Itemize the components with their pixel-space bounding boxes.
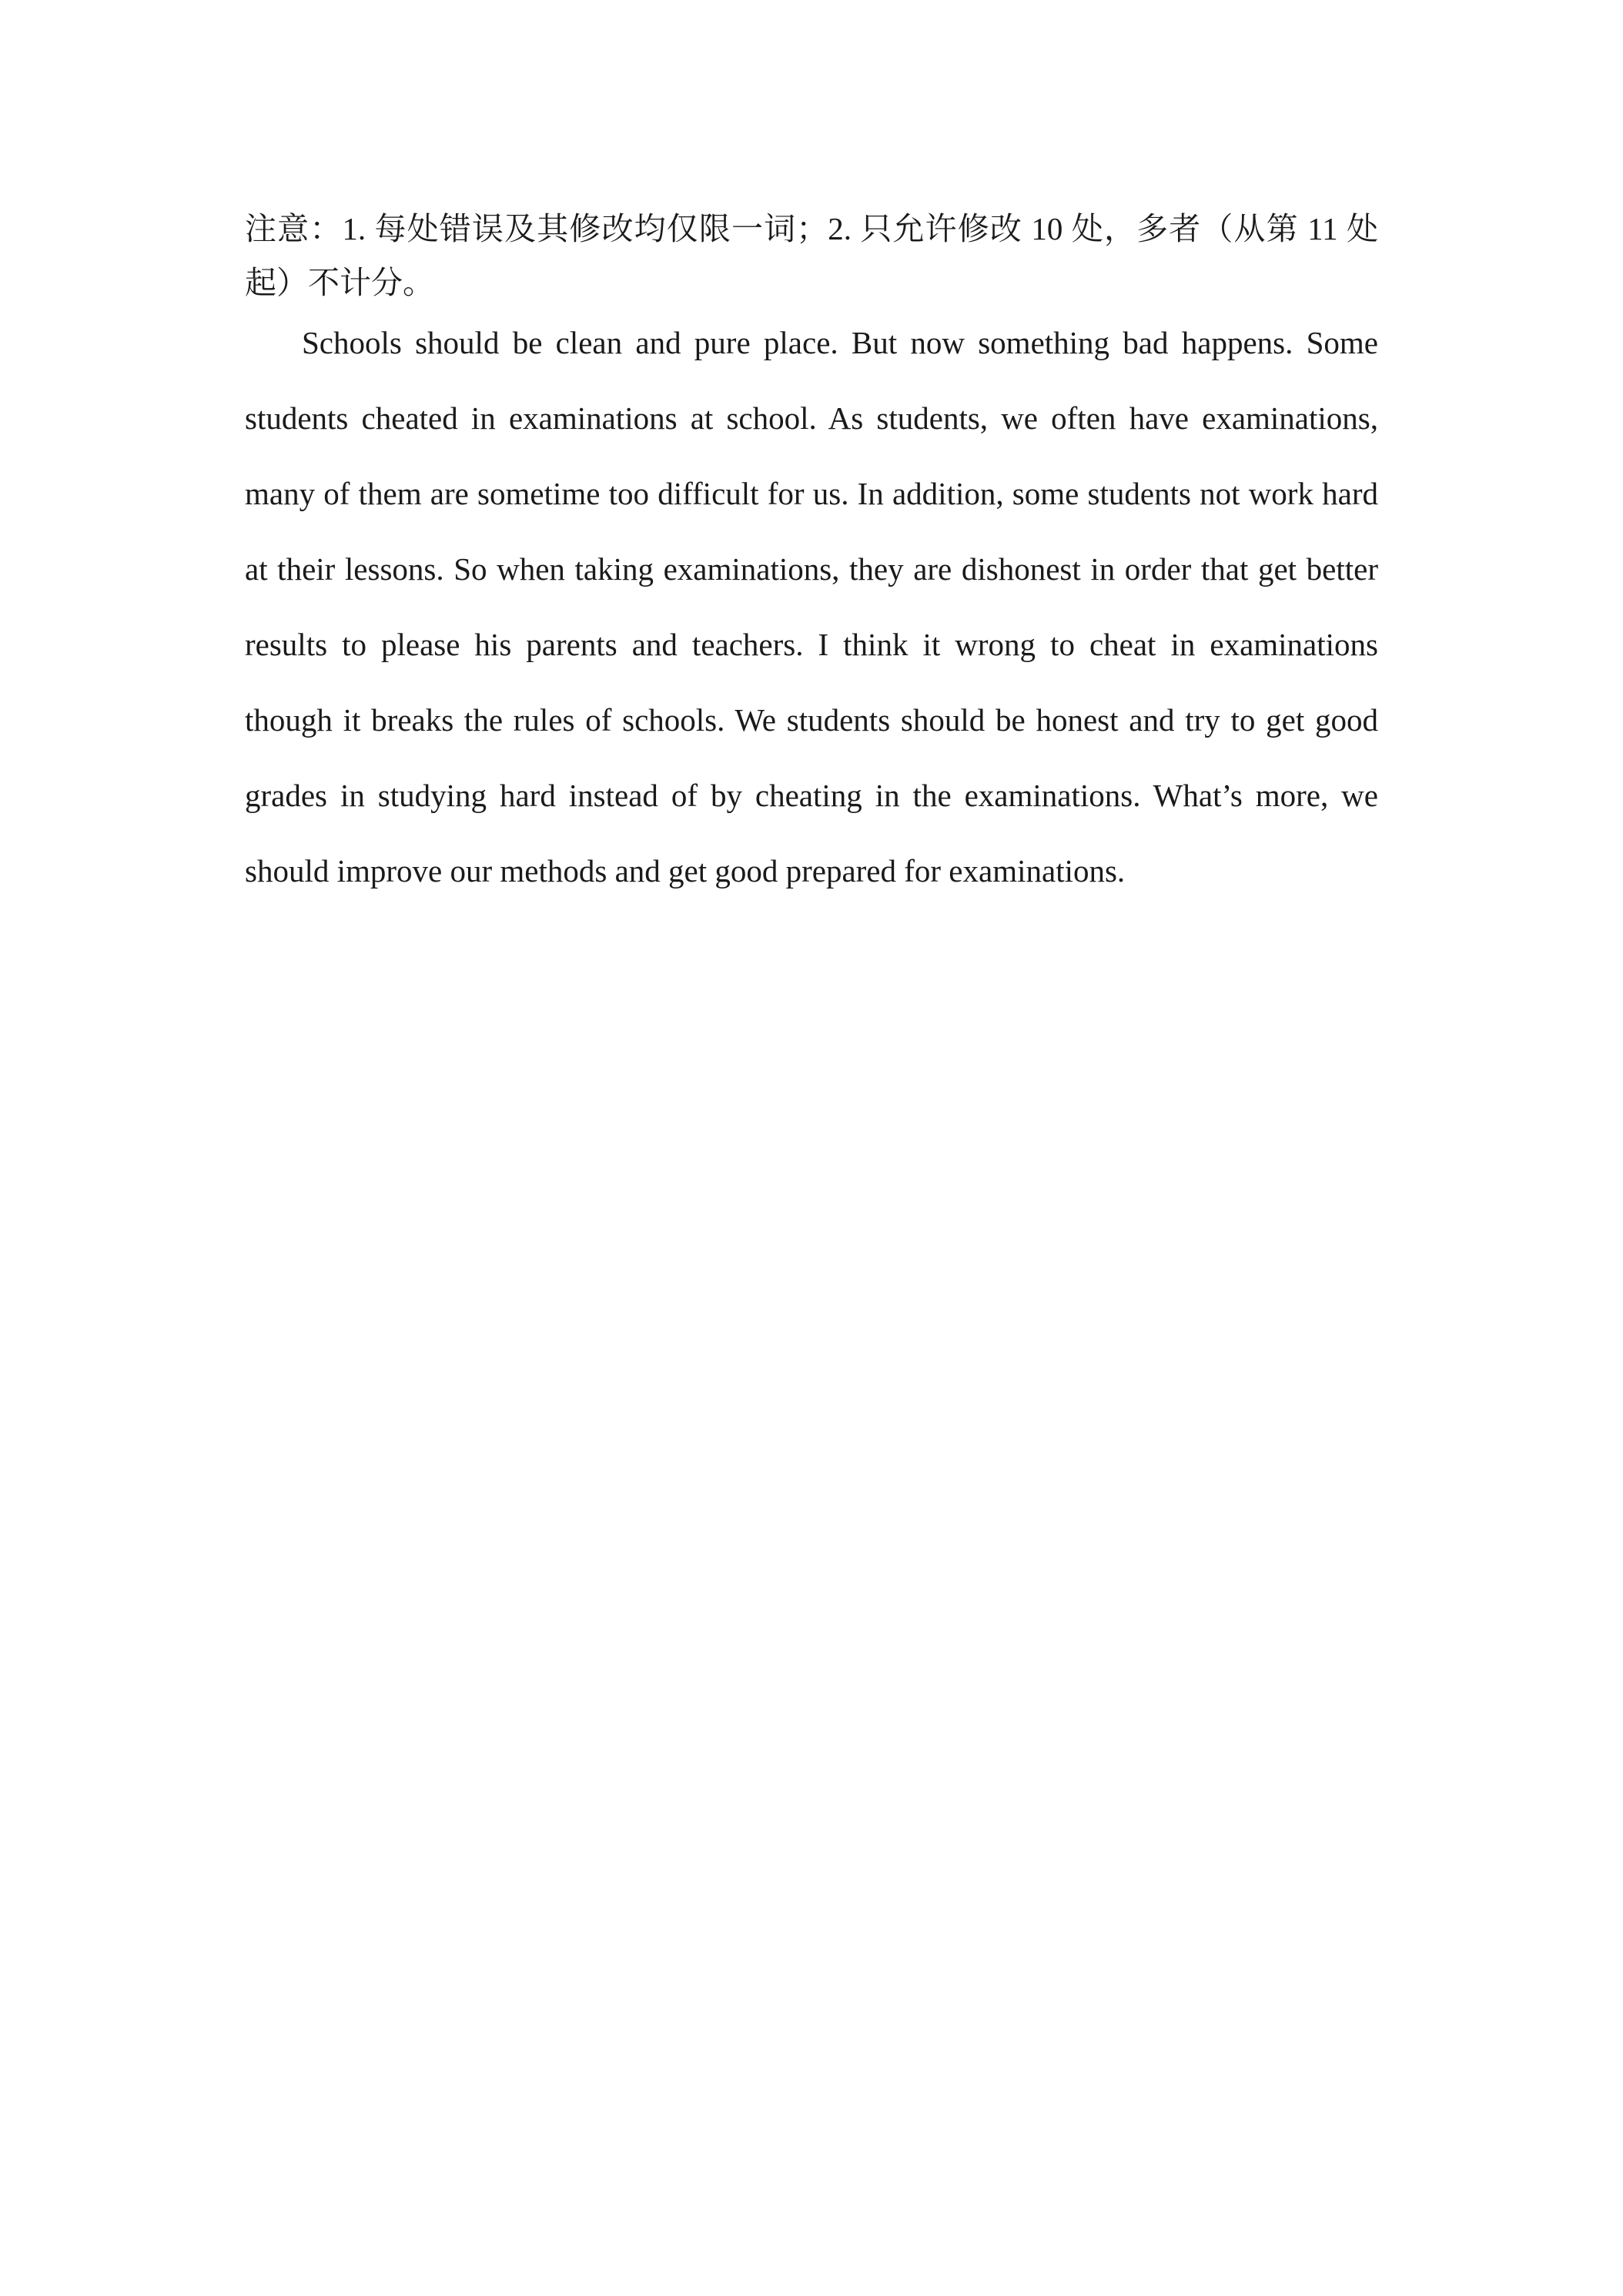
document-content	[245, 202, 1378, 909]
error-correction-passage: Schools should be clean and pure place. But now something bad happens. Some students cheated in examinations at school. As students, we often have examinations, many of them are sometime too difficult for us. In addition, some students not work hard at their lessons. So when taking examinations, they are dishonest in order that get better results to please his parents and teachers. I think it wrong to cheat in examinations though it breaks the rules of schools. We students should be honest and try to get good grades in studying hard instead of by cheating in the examinations. What’s more, we should improve our methods and get good prepared for examinations.	[245, 325, 1378, 889]
instruction-note: 注意：1. 每处错误及其修改均仅限一词；2. 只允许修改 10 处，多者（从第 11 处起）不计分。	[245, 211, 1378, 300]
